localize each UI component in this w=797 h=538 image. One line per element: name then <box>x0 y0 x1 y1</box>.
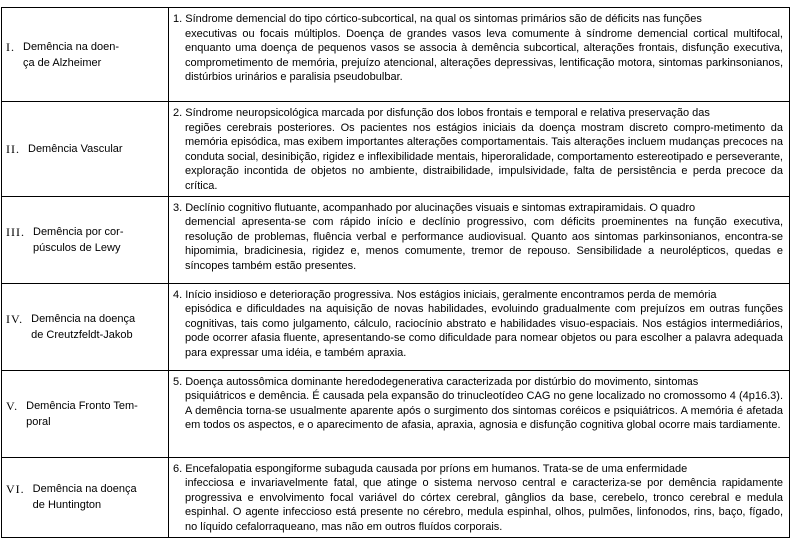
condition-name: Demência na doen- ça de Alzheimer <box>23 40 120 69</box>
condition-cell <box>2 196 169 283</box>
table-row <box>2 8 790 102</box>
description-first-line: 2. Síndrome neuropsicológica marcada por disfunção dos lobos frontais e temporal e relativa preservação das <box>173 107 710 119</box>
condition-name: Demência por cor- púsculos de Lewy <box>33 225 124 254</box>
matching-table <box>1 7 790 538</box>
roman-numeral: V. <box>6 398 19 413</box>
condition-name: Demência na doença de Creutzfeldt-Jakob <box>31 312 136 341</box>
description-text: infecciosa e invariavelmente fatal, que atinge o sistema nervoso central e caracteriza-se por demência rapidamente progressiva e envolvimento focal variável do córtex cerebral, gânglios da base, cerebelo, tronco cerebral e medula espinhal. O agente infeccioso está presente no cérebro, medula espinhal, olhos, pulmões, linfonodos, rins, baço, fígado, no líquido cefalorraqueano, mas não em outros fluídos corporais. <box>185 477 783 533</box>
description-cell <box>169 102 790 197</box>
description-first-line: 5. Doença autossômica dominante heredodegenerativa caracterizada por distúrbio do movimento, sintomas <box>173 375 699 388</box>
condition-cell <box>2 457 169 537</box>
table-row <box>2 370 790 457</box>
description-first-line: 6. Encefalopatia espongiforme subaguda causada por príons em humanos. Trata-se de uma enfermidade <box>173 462 688 475</box>
roman-numeral: IV. <box>6 311 24 326</box>
description-cell <box>169 283 790 370</box>
condition-name: Demência Fronto Tem- poral <box>26 399 138 428</box>
description-text: executivas ou focais múltiplos. Doença de grandes vasos leva comumente à síndrome demencial cortical multifocal, enquanto uma doença de pequenos vasos se associa à demência subcortical, alterações frontais, disfunção executiva, comprometimento de memória, prejuízo atencional, alterações depressivas, lentificação motora, sintomas parkinsonianos, distúrbios urinários e paralisia pseudobulbar. <box>185 27 783 84</box>
roman-numeral: VI. <box>6 482 25 497</box>
roman-numeral: III. <box>6 224 25 239</box>
condition-cell <box>2 370 169 457</box>
roman-numeral: I. <box>6 39 15 54</box>
roman-numeral: II. <box>6 141 20 156</box>
description-cell <box>169 8 790 102</box>
condition-name: Demência na doença de Huntington <box>32 483 137 512</box>
condition-cell <box>2 102 169 197</box>
description-cell <box>169 457 790 537</box>
description-text: regiões cerebrais posteriores. Os pacientes nos estágios iniciais da doença mostram discreto compro-metimento da memória episódica, mas exibem importantes alterações comportamentais. Tais alterações incluem mudanças precoces na conduta social, desinibição, rigidez e inflexibilidade mentais, hiperoralidade, comportamento estereotipado e perseverante, exploração incontida de objetos no ambiente, distraibilidade, impulsividade, falta de persistência e perda precoce da crítica. <box>185 121 783 192</box>
table-row <box>2 102 790 197</box>
condition-cell <box>2 283 169 370</box>
description-text: psiquiátricos e demência. É causada pela expansão do trinucleotídeo CAG no gene localizado no cromossomo 4 (4p16.3). A demência torna-se usualmente aparente após o surgimento dos sintomas coréicos e psiquiátricos. A memória é afetada em todos os aspectos, e o aparecimento de afasia, apraxia, agnosia e disfunção cognitiva global ocorre mais tardiamente. <box>185 390 783 432</box>
table-row <box>2 283 790 370</box>
description-text: demencial apresenta-se com rápido início e declínio progressivo, com déficits proeminentes na função executiva, resolução de problemas, fluência verbal e performance audiovisual. Quanto aos sintomas parkinsonianos, encontra-se hipomimia, bradicinesia, rigidez e, menos comumente, tremor de repouso. Sensibilidade a neurolépticos, quedas e síncopes também estão presentes. <box>185 216 783 272</box>
table-row <box>2 196 790 283</box>
description-cell <box>169 196 790 283</box>
table-row <box>2 457 790 537</box>
description-first-line: 4. Início insidioso e deterioração progressiva. Nos estágios iniciais, geralmente encontramos perda de memória <box>173 288 717 301</box>
condition-cell <box>2 8 169 102</box>
description-first-line: 1. Síndrome demencial do tipo córtico-subcortical, na qual os sintomas primários são de déficits nas funções <box>173 13 702 25</box>
description-first-line: 3. Declínio cognitivo flutuante, acompanhado por alucinações visuais e sintomas extrapiramidais. O quadro <box>173 201 696 214</box>
description-text: episódica e dificuldades na aquisição de novas habilidades, evoluindo gradualmente com prejuízos em outras funções cognitivas, tais como julgamento, cálculo, raciocínio abstrato e habilidades visuo-espaciais. Nos estágios intermediários, pode ocorrer afasia fluente, apresentando-se como dificuldade para nomear objetos ou para escolher a palavra adequada para expressar uma idéia, e também apraxia. <box>185 303 783 359</box>
description-cell <box>169 370 790 457</box>
condition-name: Demência Vascular <box>28 142 123 155</box>
